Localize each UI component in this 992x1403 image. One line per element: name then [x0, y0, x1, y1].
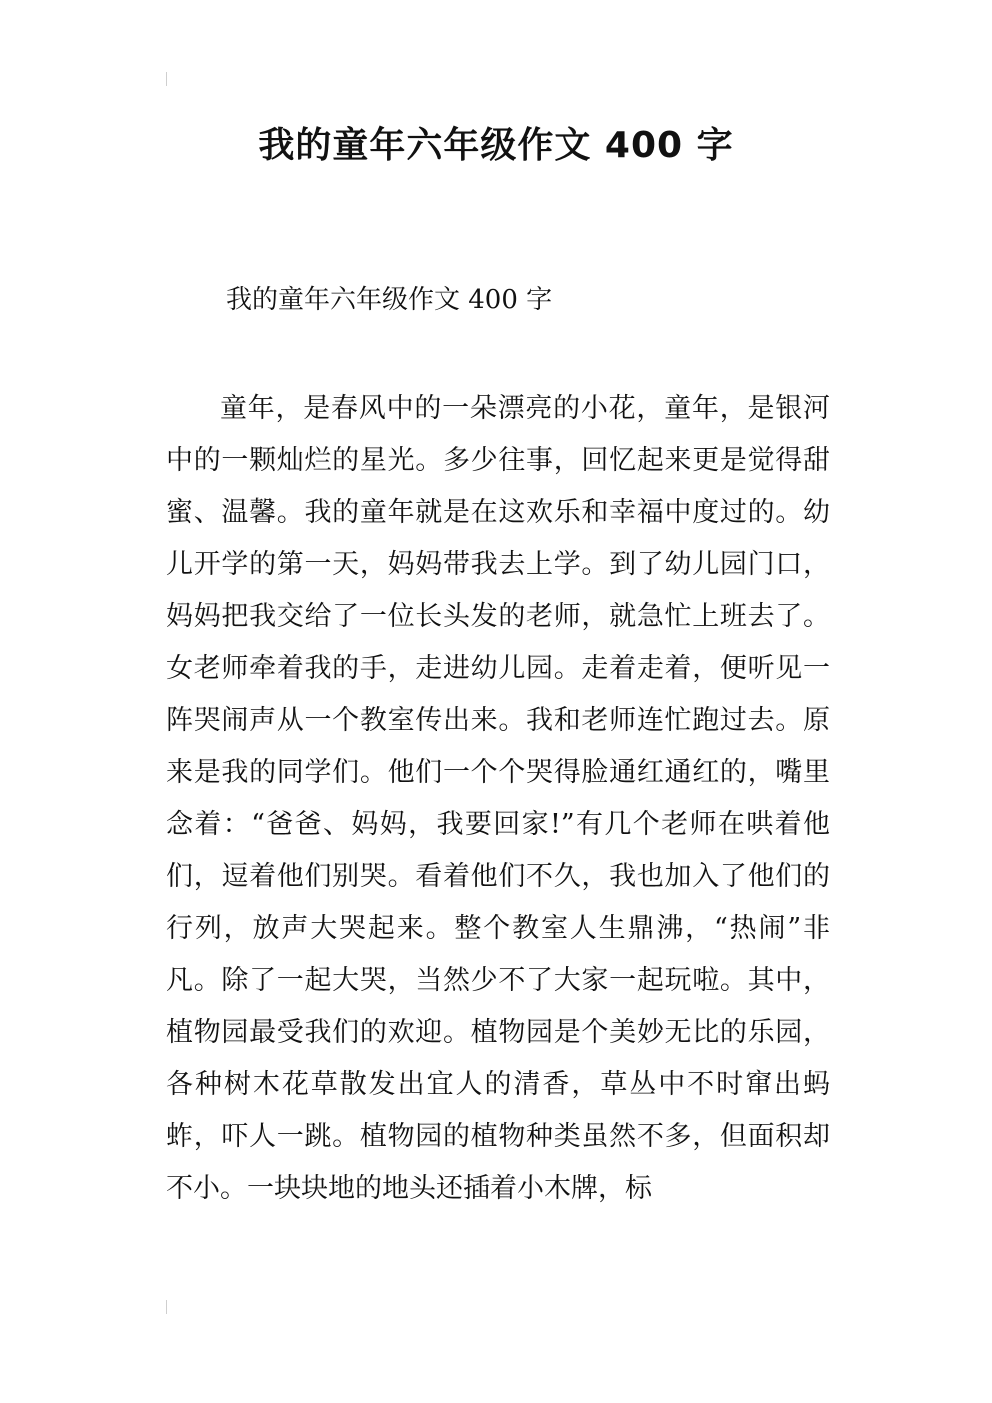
crop-mark-top-left: [166, 72, 167, 86]
document-title: 我的童年六年级作文 400 字: [258, 125, 734, 166]
crop-mark-bottom-left: [166, 1300, 167, 1314]
document-subtitle: 我的童年六年级作文 400 字: [226, 285, 553, 315]
essay-paragraph: 童年，是春风中的一朵漂亮的小花，童年，是银河中的一颗灿烂的星光。多少往事，回忆起来更是觉得甜蜜、温馨。我的童年就是在这欢乐和幸福中度过的。幼儿开学的第一天，妈妈带我去上学。到了幼儿园门口，妈妈把我交给了一位长头发的老师，就急忙上班去了。女老师牵着我的手，走进幼儿园。走着走着，便听见一阵哭闹声从一个教室传出来。我和老师连忙跑过去。原来是我的同学们。他们一个个哭得脸通红通红的，嘴里念着：“爸爸、妈妈，我要回家!”有几个老师在哄着他们，逗着他们别哭。看着他们不久，我也加入了他们的行列，放声大哭起来。整个教室人生鼎沸，“热闹”非凡。除了一起大哭，当然少不了大家一起玩啦。其中，植物园最受我们的欢迎。植物园是个美妙无比的乐园，各种树木花草散发出宜人的清香，草丛中不时窜出蚂蚱，吓人一跳。植物园的植物种类虽然不多，但面积却不小。一块块地的地头还插着小木牌，标: [166, 393, 830, 1204]
